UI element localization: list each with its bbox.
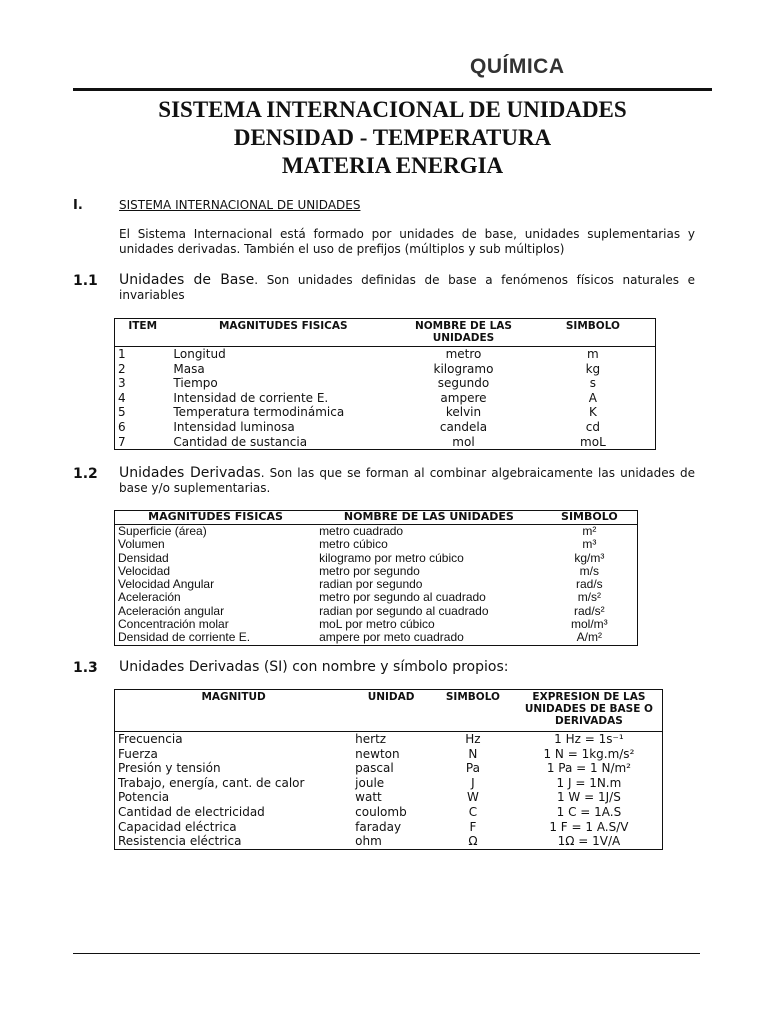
table-row [115, 391, 656, 406]
cell: Cantidad de sustancia [173, 434, 308, 449]
s13-paragraph [119, 660, 695, 675]
s12-number: 1.2 [73, 466, 98, 482]
cell: coulomb [355, 804, 407, 819]
table-row [115, 376, 656, 391]
cell: kg/m³ [574, 550, 605, 565]
table-header-row [115, 690, 663, 732]
cell: metro por segundo [319, 563, 420, 578]
cell: 1 Pa = 1 N/m² [546, 761, 631, 776]
cell: kelvin [445, 405, 482, 420]
cell: m/s [579, 563, 600, 578]
base-units-table [114, 318, 656, 450]
table-row [115, 578, 638, 591]
col-header-magnitudes: MAGNITUDES FISICAS [218, 320, 348, 332]
cell: watt [355, 790, 382, 805]
cell: Ω [468, 834, 478, 849]
table-row [115, 790, 663, 805]
cell: Tiempo [173, 376, 218, 391]
table-row [115, 565, 638, 578]
table-row [115, 805, 663, 820]
cell: Pa [465, 761, 480, 776]
named-derived-units-table [114, 689, 663, 850]
table-row [115, 834, 663, 849]
table-row [115, 631, 638, 645]
cell: s [589, 376, 597, 391]
cell: Temperatura termodinámica [173, 405, 345, 420]
cell: cd [585, 419, 600, 434]
header-rule [73, 88, 712, 91]
cell: 1 W = 1J/S [556, 790, 621, 805]
cell: Fuerza [118, 746, 158, 761]
cell: Aceleración angular [118, 603, 225, 618]
section-1-text: El Sistema Internacional está formado por unidades de base, unidades suplementarias y unidades derivadas. También el uso de prefijos (múltiplos y sub múltiplos) [119, 227, 695, 256]
cell: Hz [465, 732, 481, 746]
cell: F [469, 819, 477, 834]
cell: Densidad de corriente E. [118, 630, 251, 645]
s12-text: . Son las que se forman al combinar algebraicamente las unidades de base y/o suplementarias. [119, 466, 695, 495]
cell: radian por segundo [319, 577, 423, 592]
cell: Volumen [118, 537, 165, 552]
col-header-expression: EXPRESION DE LAS UNIDADES DE BASE O DERIVADAS [524, 691, 653, 727]
cell: m² [582, 524, 597, 538]
derived-units-table [114, 510, 638, 646]
table-row [115, 776, 663, 791]
table-row [115, 405, 656, 420]
cell: candela [439, 419, 488, 434]
table-header-row [115, 511, 638, 525]
cell: 2 [118, 361, 126, 376]
s12-paragraph [119, 466, 695, 496]
s12-lead: Unidades Derivadas [119, 465, 261, 481]
cell: ohm [355, 834, 382, 849]
s11-lead: Unidades de Base [119, 272, 255, 288]
cell: joule [355, 775, 385, 790]
cell: Superficie (área) [118, 524, 207, 538]
cell: m³ [582, 537, 597, 552]
col-header-item: ITEM [128, 320, 158, 332]
s13-lead: Unidades Derivadas (SI) con nombre y símbolo propios: [119, 659, 509, 675]
title-line-1: SISTEMA INTERNACIONAL DE UNIDADES [158, 97, 627, 122]
cell: Potencia [118, 790, 170, 805]
cell: Densidad [118, 550, 169, 565]
cell: Frecuencia [118, 732, 183, 746]
cell: mol/m³ [571, 617, 608, 632]
table-header-row [115, 319, 656, 347]
cell: mol [452, 434, 475, 449]
cell: Presión y tensión [118, 761, 221, 776]
cell: Cantidad de electricidad [118, 804, 265, 819]
table-row [115, 732, 663, 747]
col-header-unit-name: NOMBRE DE LAS UNIDADES [414, 320, 512, 344]
cell: 1 J = 1N.m [556, 775, 622, 790]
cell: metro cuadrado [319, 524, 404, 538]
cell: metro cúbico [319, 537, 388, 552]
table-row [115, 747, 663, 762]
col-header-symbol: SIMBOLO [561, 510, 618, 523]
cell: 6 [118, 419, 126, 434]
cell: m [587, 347, 599, 361]
cell: newton [355, 746, 400, 761]
document-title [73, 96, 712, 180]
cell: Intensidad de corriente E. [173, 390, 329, 405]
cell: moL [580, 434, 606, 449]
s13-number: 1.3 [73, 660, 98, 676]
table-row [115, 435, 656, 450]
cell: 1 Hz = 1s⁻¹ [554, 732, 624, 746]
cell: 4 [118, 390, 126, 405]
cell: Velocidad [118, 563, 171, 578]
cell: pascal [355, 761, 394, 776]
table-row [115, 552, 638, 565]
col-header-unit-name: NOMBRE DE LAS UNIDADES [343, 510, 514, 523]
subject-header: QUÍMICA [470, 55, 565, 78]
footer-rule [73, 953, 700, 954]
title-line-3: MATERIA ENERGIA [281, 153, 504, 178]
s11-number: 1.1 [73, 273, 98, 289]
cell: ampere [440, 390, 487, 405]
cell: Velocidad Angular [118, 577, 215, 592]
cell: moL por metro cúbico [319, 617, 435, 632]
s11-paragraph [119, 273, 695, 303]
cell: kilogramo por metro cúbico [319, 550, 464, 565]
cell: N [468, 746, 478, 761]
cell: 3 [118, 376, 126, 391]
cell: A [588, 390, 597, 405]
cell: metro por segundo al cuadrado [319, 590, 486, 605]
cell: Concentración molar [118, 617, 229, 632]
cell: J [471, 775, 475, 790]
table-row [115, 347, 656, 362]
table-row [115, 362, 656, 377]
cell: 1 F = 1 A.S/V [549, 819, 629, 834]
cell: kilogramo [433, 361, 494, 376]
cell: Resistencia eléctrica [118, 834, 242, 849]
cell: rad/s [576, 577, 603, 592]
table-row [115, 525, 638, 539]
table-row [115, 618, 638, 631]
cell: kg [585, 361, 601, 376]
table-row [115, 538, 638, 551]
cell: W [466, 790, 479, 805]
col-header-magnitude: MAGNITUD [201, 691, 266, 703]
cell: 1 N = 1kg.m/s² [543, 746, 635, 761]
table-row [115, 820, 663, 835]
cell: radian por segundo al cuadrado [319, 603, 489, 618]
cell: 1 C = 1A.S [556, 804, 622, 819]
cell: Longitud [173, 347, 226, 361]
col-header-symbol: SIMBOLO [565, 320, 620, 332]
cell: 7 [118, 434, 126, 449]
cell: metro [445, 347, 482, 361]
s11-text: . Son unidades definidas de base a fenómenos físicos naturales e invariables [119, 273, 695, 302]
cell: faraday [355, 819, 402, 834]
table-row [115, 420, 656, 435]
cell: Capacidad eléctrica [118, 819, 237, 834]
title-line-2: DENSIDAD - TEMPERATURA [233, 125, 552, 150]
cell: K [588, 405, 597, 420]
cell: 1Ω = 1V/A [557, 834, 621, 849]
col-header-magnitudes: MAGNITUDES FISICAS [148, 510, 283, 523]
section-1-heading: SISTEMA INTERNACIONAL DE UNIDADES [119, 198, 361, 212]
col-header-symbol: SIMBOLO [445, 691, 500, 703]
cell: m/s² [577, 590, 602, 605]
cell: C [468, 804, 478, 819]
cell: 1 [118, 347, 126, 361]
table-row [115, 761, 663, 776]
cell: Trabajo, energía, cant. de calor [118, 775, 305, 790]
col-header-unit: UNIDAD [367, 691, 415, 703]
cell: Masa [173, 361, 205, 376]
cell: hertz [355, 732, 387, 746]
cell: Intensidad luminosa [173, 419, 295, 434]
cell: rad/s² [574, 603, 605, 618]
section-1-number: I. [73, 198, 83, 213]
cell: A/m² [576, 630, 603, 645]
cell: Aceleración [118, 590, 181, 605]
cell: 5 [118, 405, 126, 420]
table-row [115, 591, 638, 604]
cell: segundo [437, 376, 490, 391]
table-row [115, 605, 638, 618]
cell: ampere por meto cuadrado [319, 630, 464, 645]
